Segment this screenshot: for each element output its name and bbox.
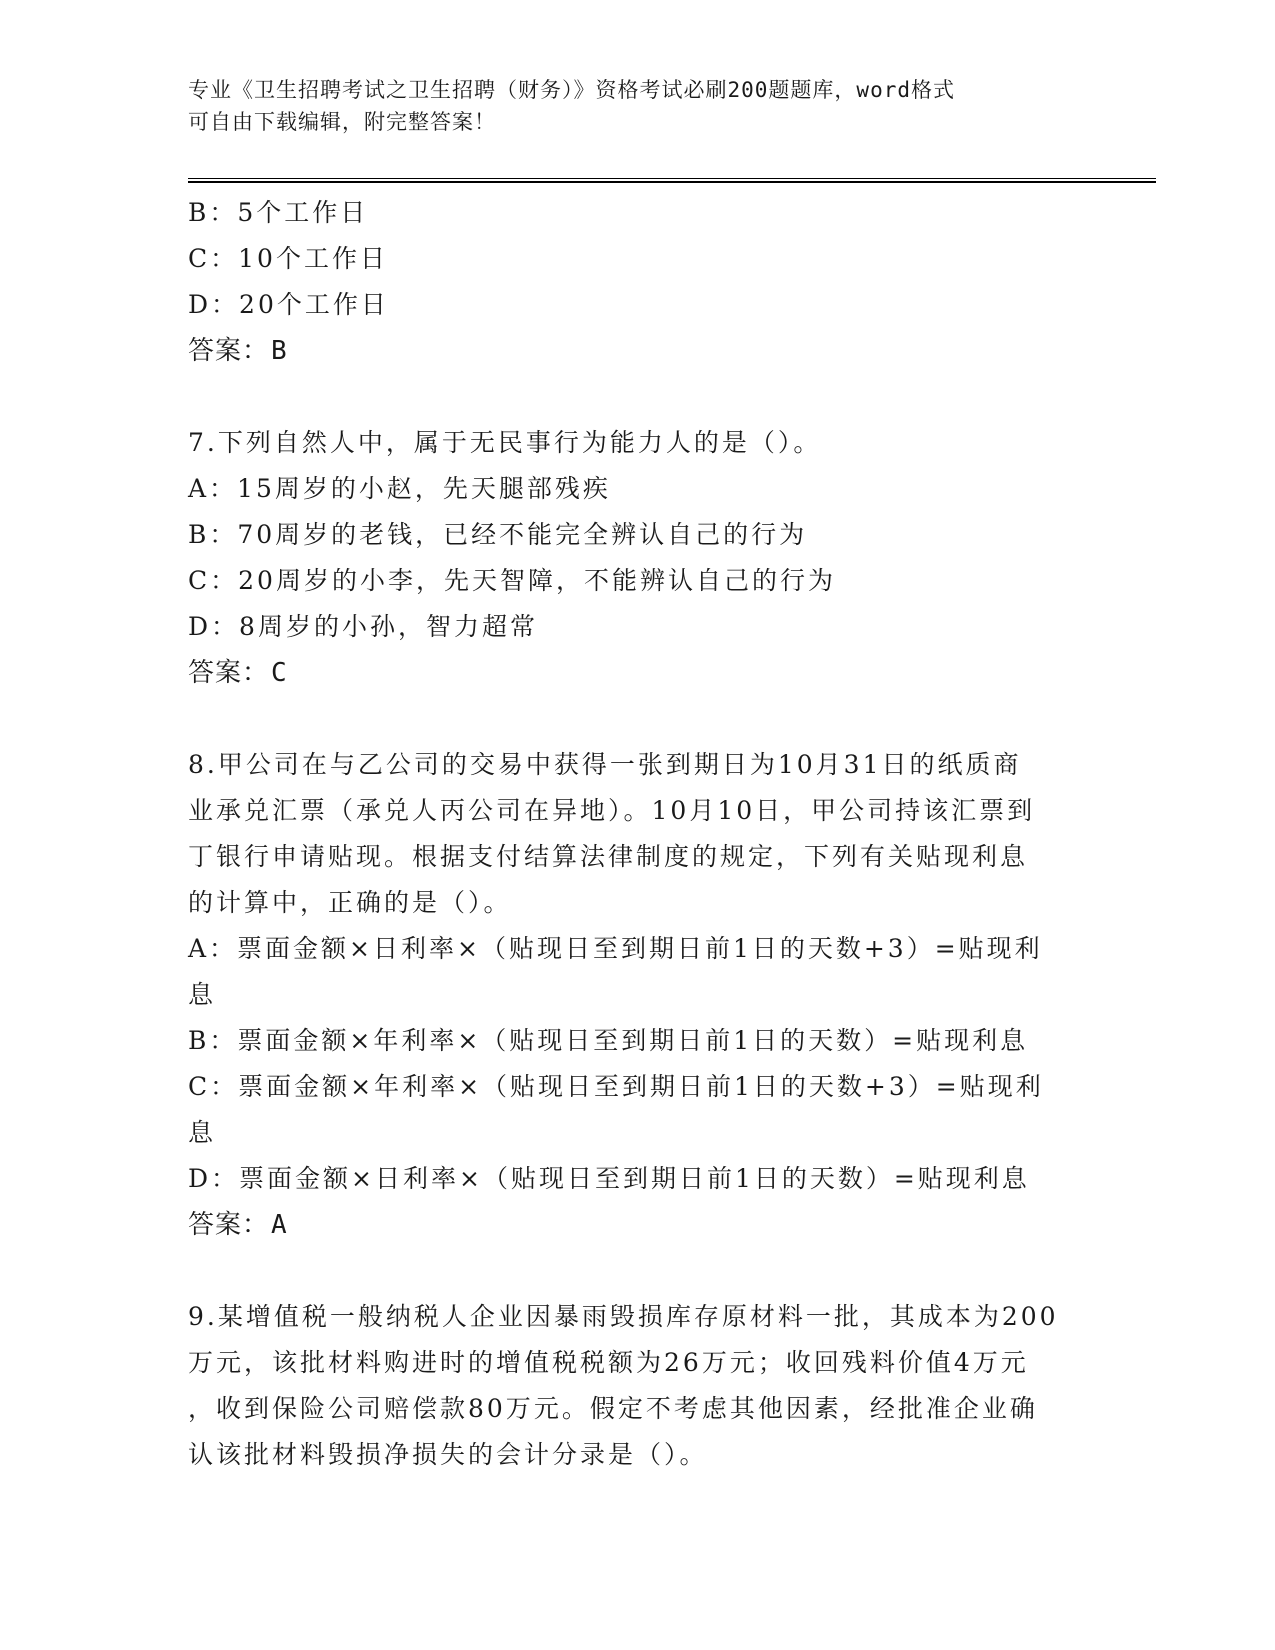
question-stem-line: 认该批材料毁损净损失的会计分录是（）。 xyxy=(188,1440,708,1469)
question-stem-line: 的计算中，正确的是（）。 xyxy=(188,888,512,917)
answer-value: C xyxy=(271,658,288,688)
header-title-line-2: 可自由下载编辑，附完整答案！ xyxy=(188,110,496,134)
header-title-line-1: 专业《卫生招聘考试之卫生招聘（财务）》资格考试必刷200题题库，word格式 xyxy=(188,78,955,102)
question-stem-line: 9.某增值税一般纳税人企业因暴雨毁损库存原材料一批，其成本为200 xyxy=(188,1302,1059,1331)
option-b: B：5个工作日 xyxy=(188,198,369,227)
option-a: A：15周岁的小赵，先天腿部残疾 xyxy=(188,474,611,503)
option-c: C：20周岁的小李，先天智障，不能辨认自己的行为 xyxy=(188,566,836,595)
answer-line xyxy=(188,328,1088,374)
option-c: C：票面金额×年利率×（贴现日至到期日前1日的天数+3）=贴现利 xyxy=(188,1072,1044,1101)
option-a-continued: 息 xyxy=(188,980,217,1009)
spacer xyxy=(188,696,1088,742)
option-d: D：票面金额×日利率×（贴现日至到期日前1日的天数）=贴现利息 xyxy=(188,1164,1030,1193)
answer-value: B xyxy=(271,336,288,366)
spacer xyxy=(188,374,1088,420)
option-b: B：票面金额×年利率×（贴现日至到期日前1日的天数）=贴现利息 xyxy=(188,1026,1029,1055)
question-stem-line: 业承兑汇票（承兑人丙公司在异地）。10月10日，甲公司持该汇票到 xyxy=(188,796,1036,825)
question-6-tail xyxy=(188,190,1088,374)
question-stem-line: 8.甲公司在与乙公司的交易中获得一张到期日为10月31日的纸质商 xyxy=(188,750,1022,779)
page-header xyxy=(188,74,1088,138)
answer-line xyxy=(188,650,1088,696)
answer-label: 答案： xyxy=(188,658,270,688)
option-b: B：70周岁的老钱，已经不能完全辨认自己的行为 xyxy=(188,520,808,549)
question-7 xyxy=(188,420,1088,696)
header-divider xyxy=(188,178,1156,183)
option-a: A：票面金额×日利率×（贴现日至到期日前1日的天数+3）=贴现利 xyxy=(188,934,1043,963)
option-c-continued: 息 xyxy=(188,1118,217,1147)
document-body xyxy=(188,190,1088,1478)
question-stem-line: 丁银行申请贴现。根据支付结算法律制度的规定，下列有关贴现利息 xyxy=(188,842,1029,871)
question-9 xyxy=(188,1294,1088,1478)
spacer xyxy=(188,1248,1088,1294)
answer-label: 答案： xyxy=(188,336,270,366)
answer-line xyxy=(188,1202,1088,1248)
option-d: D：8周岁的小孙，智力超常 xyxy=(188,612,538,641)
option-d: D：20个工作日 xyxy=(188,290,389,319)
answer-label: 答案： xyxy=(188,1210,270,1240)
answer-value: A xyxy=(271,1210,288,1240)
question-stem-line: ，收到保险公司赔偿款80万元。假定不考虑其他因素，经批准企业确 xyxy=(188,1394,1038,1423)
option-c: C：10个工作日 xyxy=(188,244,388,273)
question-stem-line: 万元，该批材料购进时的增值税税额为26万元；收回残料价值4万元 xyxy=(188,1348,1029,1377)
question-8 xyxy=(188,742,1088,1248)
question-stem: 7.下列自然人中，属于无民事行为能力人的是（）。 xyxy=(188,428,822,457)
